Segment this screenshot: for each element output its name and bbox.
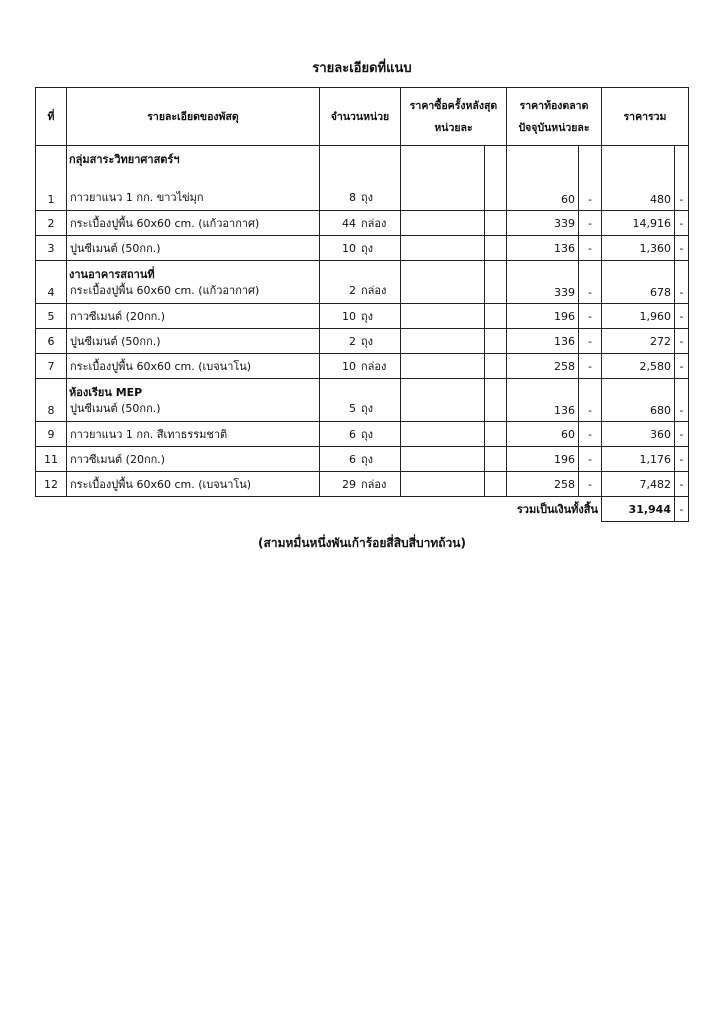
last-price-dash [485,379,507,422]
item-total: 14,916 [602,211,675,236]
item-description: กระเบื้องปูพื้น 60x60 cm. (เบจนาโน) [70,360,252,373]
item-unit: กล่อง [361,360,387,373]
header-total: ราคารวม [602,88,689,146]
item-description: กาวซีเมนต์ (20กก.) [70,453,166,466]
item-description-cell [67,329,320,354]
item-quantity: 2 [349,284,356,297]
market-price-dash: - [579,422,602,447]
item-total-dash: - [675,261,689,304]
last-price [401,236,485,261]
header-market-price-line2: ปัจจุบันหน่วยละ [518,121,590,134]
item-description-cell [67,379,320,422]
market-price: 339 [507,261,579,304]
item-quantity: 6 [349,428,356,441]
item-quantity: 44 [342,217,356,230]
last-price-dash [485,261,507,304]
market-price-dash: - [579,354,602,379]
item-unit: ถุง [361,310,374,323]
total-spacer [320,497,401,522]
total-spacer [401,497,485,522]
grand-total-row [36,497,689,522]
market-price: 196 [507,304,579,329]
market-price: 136 [507,236,579,261]
item-number: 7 [36,354,67,379]
last-price [401,422,485,447]
market-price: 339 [507,211,579,236]
last-price-dash [485,304,507,329]
item-quantity: 10 [342,242,356,255]
item-number: 1 [36,146,67,211]
table-row [36,447,689,472]
item-description-cell [67,261,320,304]
last-price-dash [485,211,507,236]
item-number: 8 [36,379,67,422]
item-quantity-cell [320,447,401,472]
item-total: 678 [602,261,675,304]
item-number: 6 [36,329,67,354]
last-price [401,211,485,236]
item-quantity-cell [320,422,401,447]
table-row [36,261,689,304]
total-spacer [67,497,320,522]
item-description-cell [67,236,320,261]
item-description-cell [67,304,320,329]
market-price-dash: - [579,472,602,497]
item-quantity-cell [320,472,401,497]
items-table [35,87,689,522]
header-no: ที่ [36,88,67,146]
item-description: ปูนซีเมนต์ (50กก.) [70,242,161,255]
item-unit: ถุง [361,402,374,415]
item-total-dash: - [675,146,689,211]
market-price: 60 [507,422,579,447]
last-price-dash [485,472,507,497]
items-body [36,146,689,497]
item-quantity-cell [320,211,401,236]
total-spacer [36,497,67,522]
market-price: 136 [507,329,579,354]
item-quantity: 5 [349,402,356,415]
header-quantity: จำนวนหน่วย [320,88,401,146]
item-quantity: 10 [342,360,356,373]
last-price-dash [485,146,507,211]
table-row [36,146,689,211]
item-total: 7,482 [602,472,675,497]
last-price-dash [485,329,507,354]
item-unit: ถุง [361,453,374,466]
document-title: รายละเอียดที่แนบ [312,61,412,76]
item-number: 9 [36,422,67,447]
item-total-dash: - [675,422,689,447]
table-row [36,354,689,379]
table-row [36,304,689,329]
item-total: 680 [602,379,675,422]
last-price [401,354,485,379]
item-number: 3 [36,236,67,261]
header-last-price [401,88,507,146]
item-quantity: 10 [342,310,356,323]
item-total: 360 [602,422,675,447]
item-quantity: 6 [349,453,356,466]
item-description: กาวยาแนว 1 กก. ขาวไข่มุก [70,191,204,204]
item-quantity: 29 [342,478,356,491]
last-price-dash [485,447,507,472]
grand-total-value: 31,944 [602,497,675,522]
item-number: 5 [36,304,67,329]
item-quantity-cell [320,354,401,379]
item-total: 1,960 [602,304,675,329]
group-heading: ห้องเรียน MEP [69,386,143,399]
total-spacer [485,497,507,522]
last-price-dash [485,422,507,447]
item-quantity-cell [320,236,401,261]
item-total-dash: - [675,329,689,354]
item-number: 12 [36,472,67,497]
item-description-cell [67,146,320,211]
amount-in-words: (สามหมื่นหนึ่งพันเก้าร้อยสี่สิบสี่บาทถ้วน) [258,536,466,550]
item-description-cell [67,422,320,447]
item-total: 272 [602,329,675,354]
header-market-price-line1: ราคาท้องตลาด [519,99,589,112]
item-unit: ถุง [361,428,374,441]
market-price: 258 [507,472,579,497]
item-total-dash: - [675,379,689,422]
last-price-dash [485,354,507,379]
market-price: 136 [507,379,579,422]
market-price-dash: - [579,304,602,329]
market-price-dash: - [579,146,602,211]
last-price [401,379,485,422]
item-total: 480 [602,146,675,211]
grand-total-label: รวมเป็นเงินทั้งสิ้น [516,503,598,517]
grand-total-dash: - [675,497,689,522]
item-quantity-cell [320,304,401,329]
last-price [401,472,485,497]
table-row [36,236,689,261]
item-total-dash: - [675,304,689,329]
market-price-dash: - [579,261,602,304]
item-total-dash: - [675,447,689,472]
item-quantity-cell [320,146,401,211]
item-quantity-cell [320,379,401,422]
item-quantity-cell [320,261,401,304]
last-price [401,261,485,304]
header-description: รายละเอียดของพัสดุ [67,88,320,146]
item-description-cell [67,354,320,379]
market-price: 258 [507,354,579,379]
item-unit: ถุง [361,242,374,255]
table-row [36,329,689,354]
item-number: 2 [36,211,67,236]
item-total-dash: - [675,236,689,261]
table-row [36,211,689,236]
market-price-dash: - [579,447,602,472]
item-total: 1,176 [602,447,675,472]
item-description-cell [67,211,320,236]
last-price [401,304,485,329]
item-description-cell [67,472,320,497]
item-unit: ถุง [361,335,374,348]
item-total-dash: - [675,472,689,497]
header-last-price-line2: หน่วยละ [434,121,473,134]
market-price-dash: - [579,379,602,422]
item-total: 1,360 [602,236,675,261]
table-header-row [36,88,689,146]
item-total-dash: - [675,354,689,379]
item-quantity: 8 [349,191,356,204]
market-price: 60 [507,146,579,211]
market-price-dash: - [579,329,602,354]
market-price: 196 [507,447,579,472]
item-unit: กล่อง [361,284,387,297]
item-description: กระเบื้องปูพื้น 60x60 cm. (แก้วอากาศ) [70,217,260,230]
table-row [36,422,689,447]
item-quantity-cell [320,329,401,354]
item-quantity: 2 [349,335,356,348]
market-price-dash: - [579,236,602,261]
item-number: 4 [36,261,67,304]
item-total: 2,580 [602,354,675,379]
item-unit: กล่อง [361,217,387,230]
table-row [36,472,689,497]
item-description: ปูนซีเมนต์ (50กก.) [70,402,161,415]
item-number: 11 [36,447,67,472]
item-description: กาวยาแนว 1 กก. สีเทาธรรมชาติ [70,428,228,441]
last-price [401,146,485,211]
item-unit: กล่อง [361,478,387,491]
item-description: กระเบื้องปูพื้น 60x60 cm. (เบจนาโน) [70,478,252,491]
item-description: กาวซีเมนต์ (20กก.) [70,310,166,323]
last-price-dash [485,236,507,261]
last-price [401,447,485,472]
item-unit: ถุง [361,191,374,204]
header-last-price-line1: ราคาซื้อครั้งหลังสุด [409,99,498,112]
table-row [36,379,689,422]
group-heading: กลุ่มสาระวิทยาศาสตร์ฯ [69,153,180,166]
item-description-cell [67,447,320,472]
market-price-dash: - [579,211,602,236]
header-market-price [507,88,602,146]
group-heading: งานอาคารสถานที่ [69,268,155,281]
item-description: กระเบื้องปูพื้น 60x60 cm. (แก้วอากาศ) [70,284,260,297]
last-price [401,329,485,354]
item-description: ปูนซีเมนต์ (50กก.) [70,335,161,348]
item-total-dash: - [675,211,689,236]
